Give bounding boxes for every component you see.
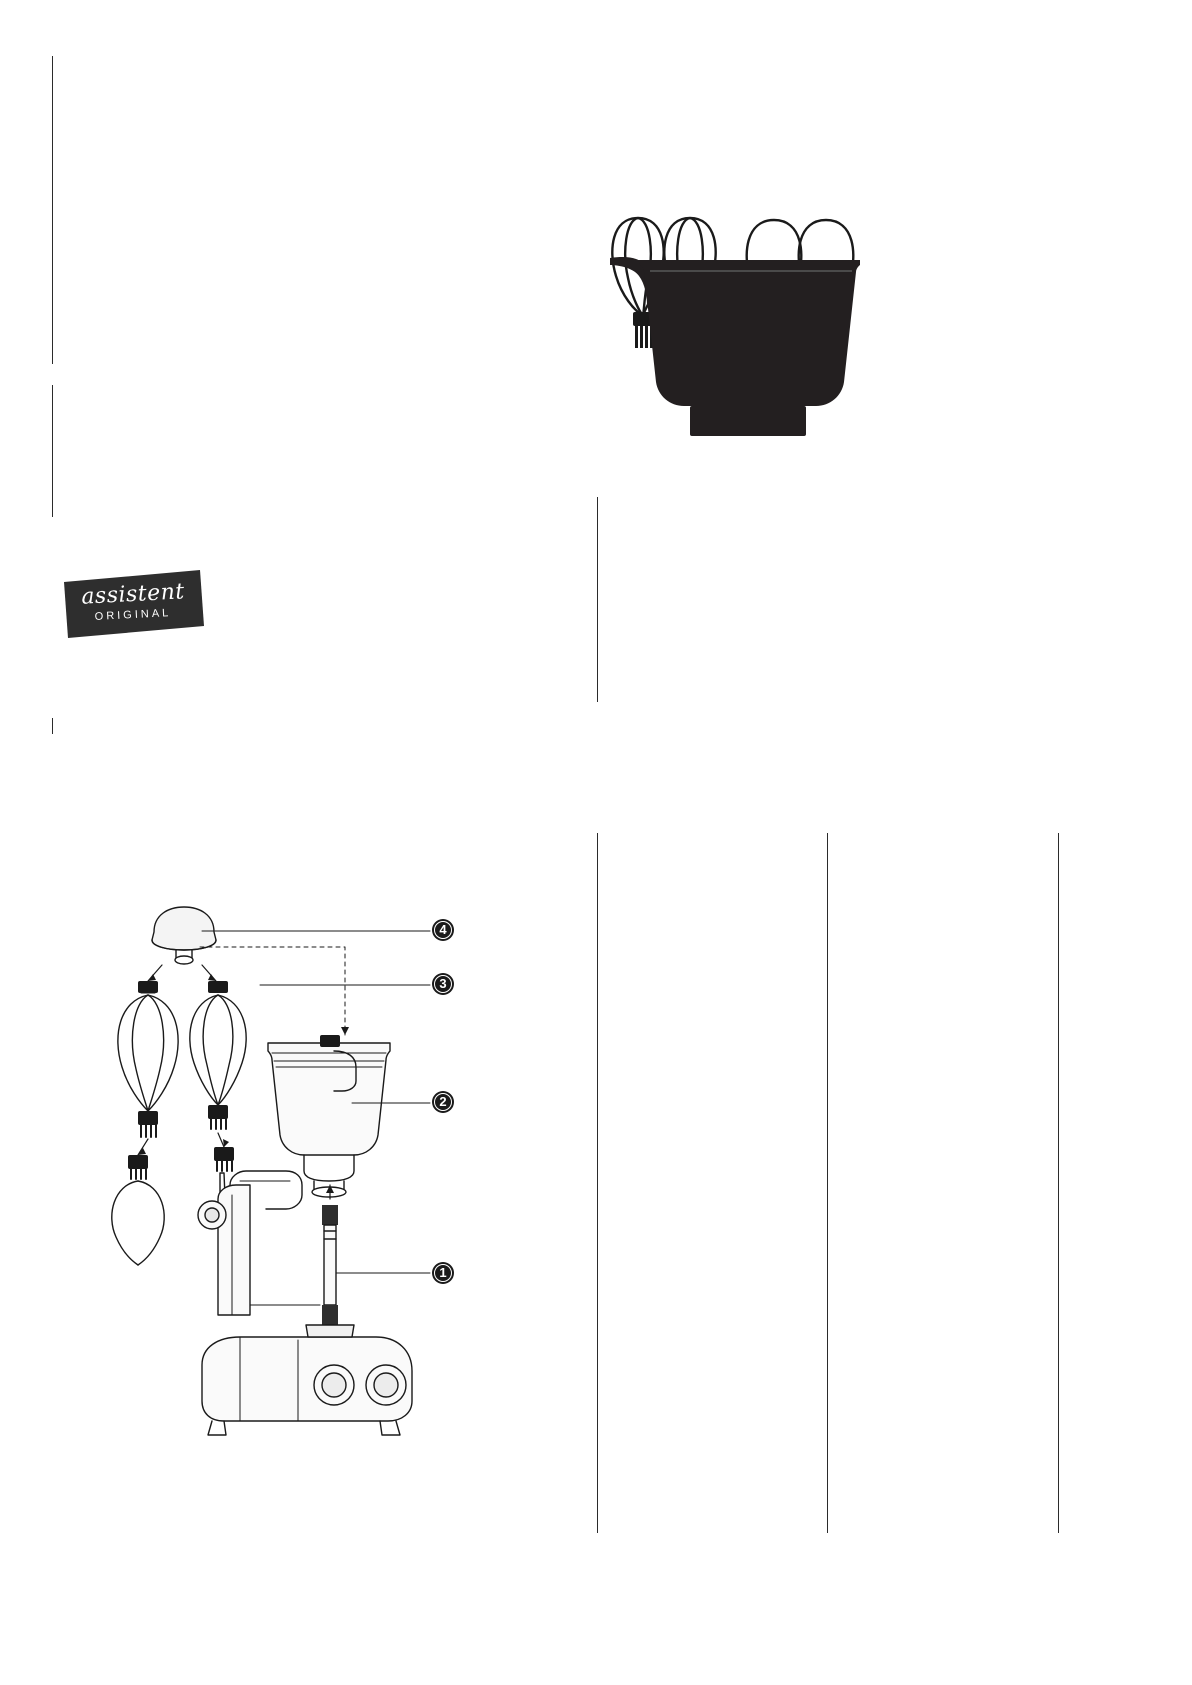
rule-right-bottom	[1058, 833, 1059, 1533]
callout-3: 3	[432, 973, 454, 995]
rule-center-lower	[597, 833, 598, 1533]
callout-1: 1	[432, 1262, 454, 1284]
rule-left-middle	[52, 385, 53, 517]
brand-script-text: assistent	[80, 579, 186, 610]
rule-left-upper	[52, 56, 53, 364]
figure-exploded-assembly	[90, 885, 490, 1495]
rule-center-upper	[597, 497, 598, 702]
callout-2: 2	[432, 1091, 454, 1113]
document-title	[0, 0, 17, 1]
figure-plastic-bowl-with-whisks	[598, 100, 898, 460]
callout-4: 4	[432, 919, 454, 941]
brand-subtitle-text: ORIGINAL	[94, 607, 172, 623]
rule-left-lower	[52, 718, 53, 734]
brand-logo	[58, 568, 208, 640]
rule-center-bottom	[827, 833, 828, 1533]
